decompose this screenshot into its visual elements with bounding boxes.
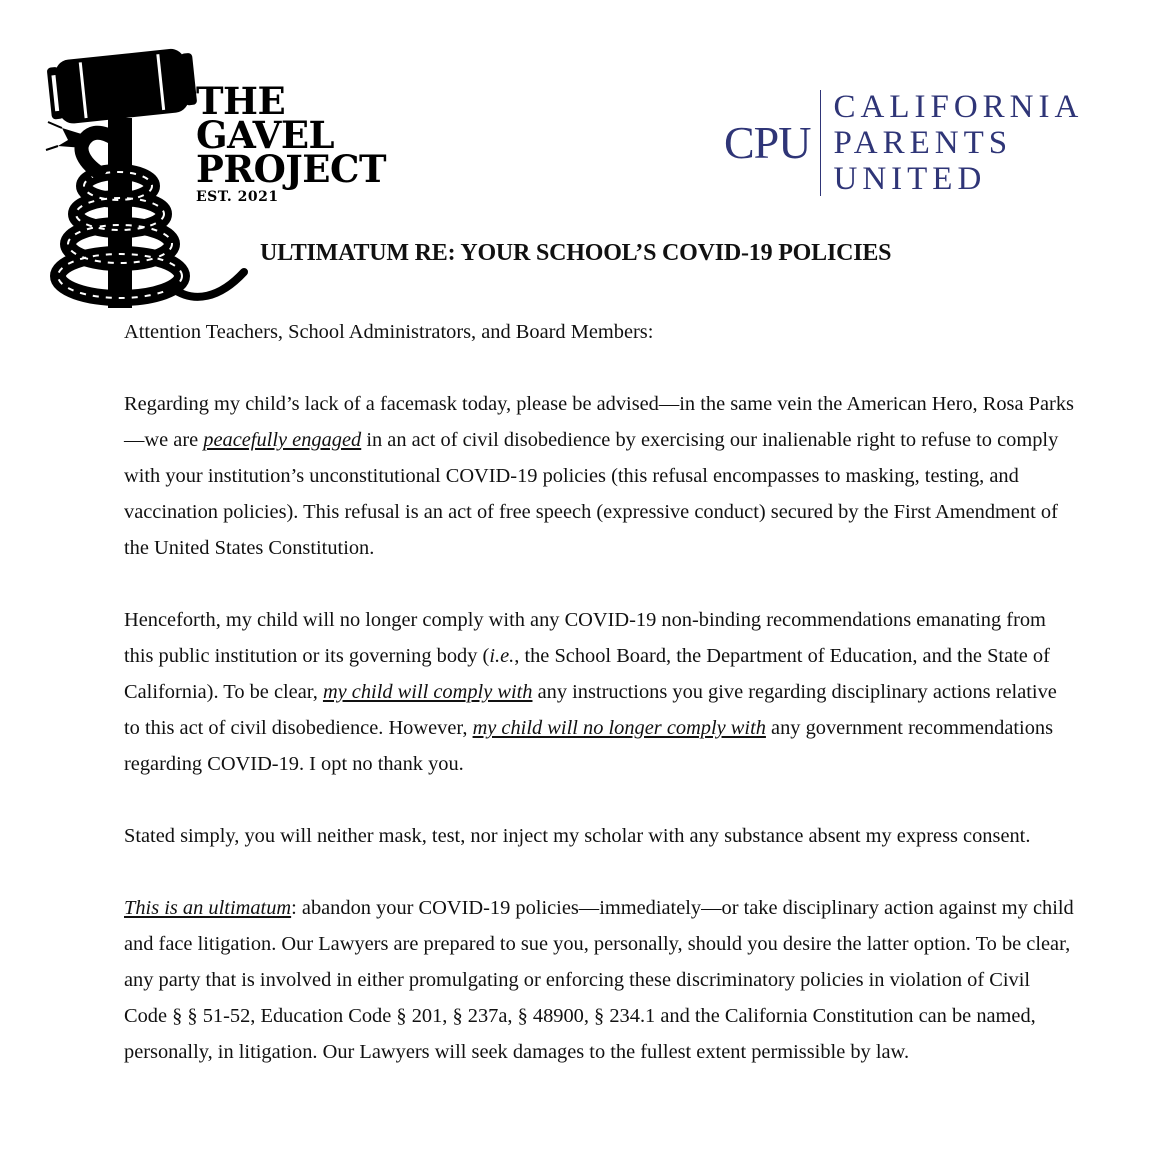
paragraph-1-text-b: in an act of civil disobedience by exercising our inalienable right to refuse to comply with your institution’s unconstitutional COVID-19 policies (this refusal encompasses to masking, testing, and vaccination policies). This refusal is an act of free speech (expressive conduct) secured by the First Amendment of the United States Constitution. [124, 429, 1059, 559]
paragraph-2 [124, 602, 1074, 782]
cpu-full-name [833, 89, 1083, 197]
cpu-name-line3: UNITED [833, 161, 987, 197]
paragraph-1 [124, 386, 1074, 566]
paragraph-1-emphasis: peacefully engaged [203, 429, 362, 451]
paragraph-2-emphasis-1: my child will comply with [322, 681, 533, 703]
paragraph-2-text-b: , the School Board, the Department of Education, and the State of California). To be clear, [124, 645, 1050, 703]
cpu-divider [820, 90, 821, 196]
gavel-wordmark-line3: PROJECT [196, 147, 386, 191]
paragraph-2-ie: i.e. [489, 645, 515, 667]
paragraph-3: Stated simply, you will neither mask, test, nor inject my scholar with any substance absent my express consent. [124, 825, 1031, 847]
cpu-name-line2: PARENTS [833, 125, 1013, 161]
letter-body [124, 314, 1074, 1106]
cpu-logo [724, 90, 1083, 196]
paragraph-1-text-a: Regarding my child’s lack of a facemask today, please be advised—in the same vein the American Hero, Rosa Parks—we are [124, 393, 1074, 451]
paragraph-4-emphasis: This is an ultimatum [124, 897, 292, 919]
gavel-project-wordmark [196, 79, 386, 206]
paragraph-2-text-c: any instructions you give regarding disciplinary actions relative to this act of civil disobedience. However, [124, 681, 1057, 739]
paragraph-4-text: : abandon your COVID-19 policies—immediately—or take disciplinary action against my child and face litigation. Our Lawyers are prepared to sue you, personally, should you desire the latter option. To be clear, any party that is involved in either promulgating or enforcing these discriminatory policies in violation of Civil Code § § 51-52, Education Code § 201, § 237a, § 48900, § 234.1 and the California Constitution can be named, personally, in litigation. Our Lawyers will seek damages to the fullest extent permissible by law. [124, 897, 1074, 1063]
gavel-wordmark-line1: THE [196, 79, 286, 123]
document-title: ULTIMATUM RE: YOUR SCHOOL’S COVID-19 POLICIES [260, 240, 892, 266]
gavel-wordmark-line2: GAVEL [196, 113, 335, 157]
cpu-name-line1: CALIFORNIA [833, 89, 1084, 125]
paragraph-2-emphasis-2: my child will no longer comply with [472, 717, 766, 739]
gavel-wordmark-est: EST. 2021 [196, 189, 279, 205]
cpu-abbreviation: CPU [724, 117, 811, 168]
paragraph-2-text-a: Henceforth, my child will no longer comply with any COVID-19 non-binding recommendations emanating from this public institution or its governing body ( [124, 609, 1046, 667]
paragraph-4 [124, 890, 1074, 1070]
salutation: Attention Teachers, School Administrators, and Board Members: [124, 321, 654, 343]
paragraph-2-text-d: any government recommendations regarding COVID-19. I opt no thank you. [124, 717, 1054, 775]
